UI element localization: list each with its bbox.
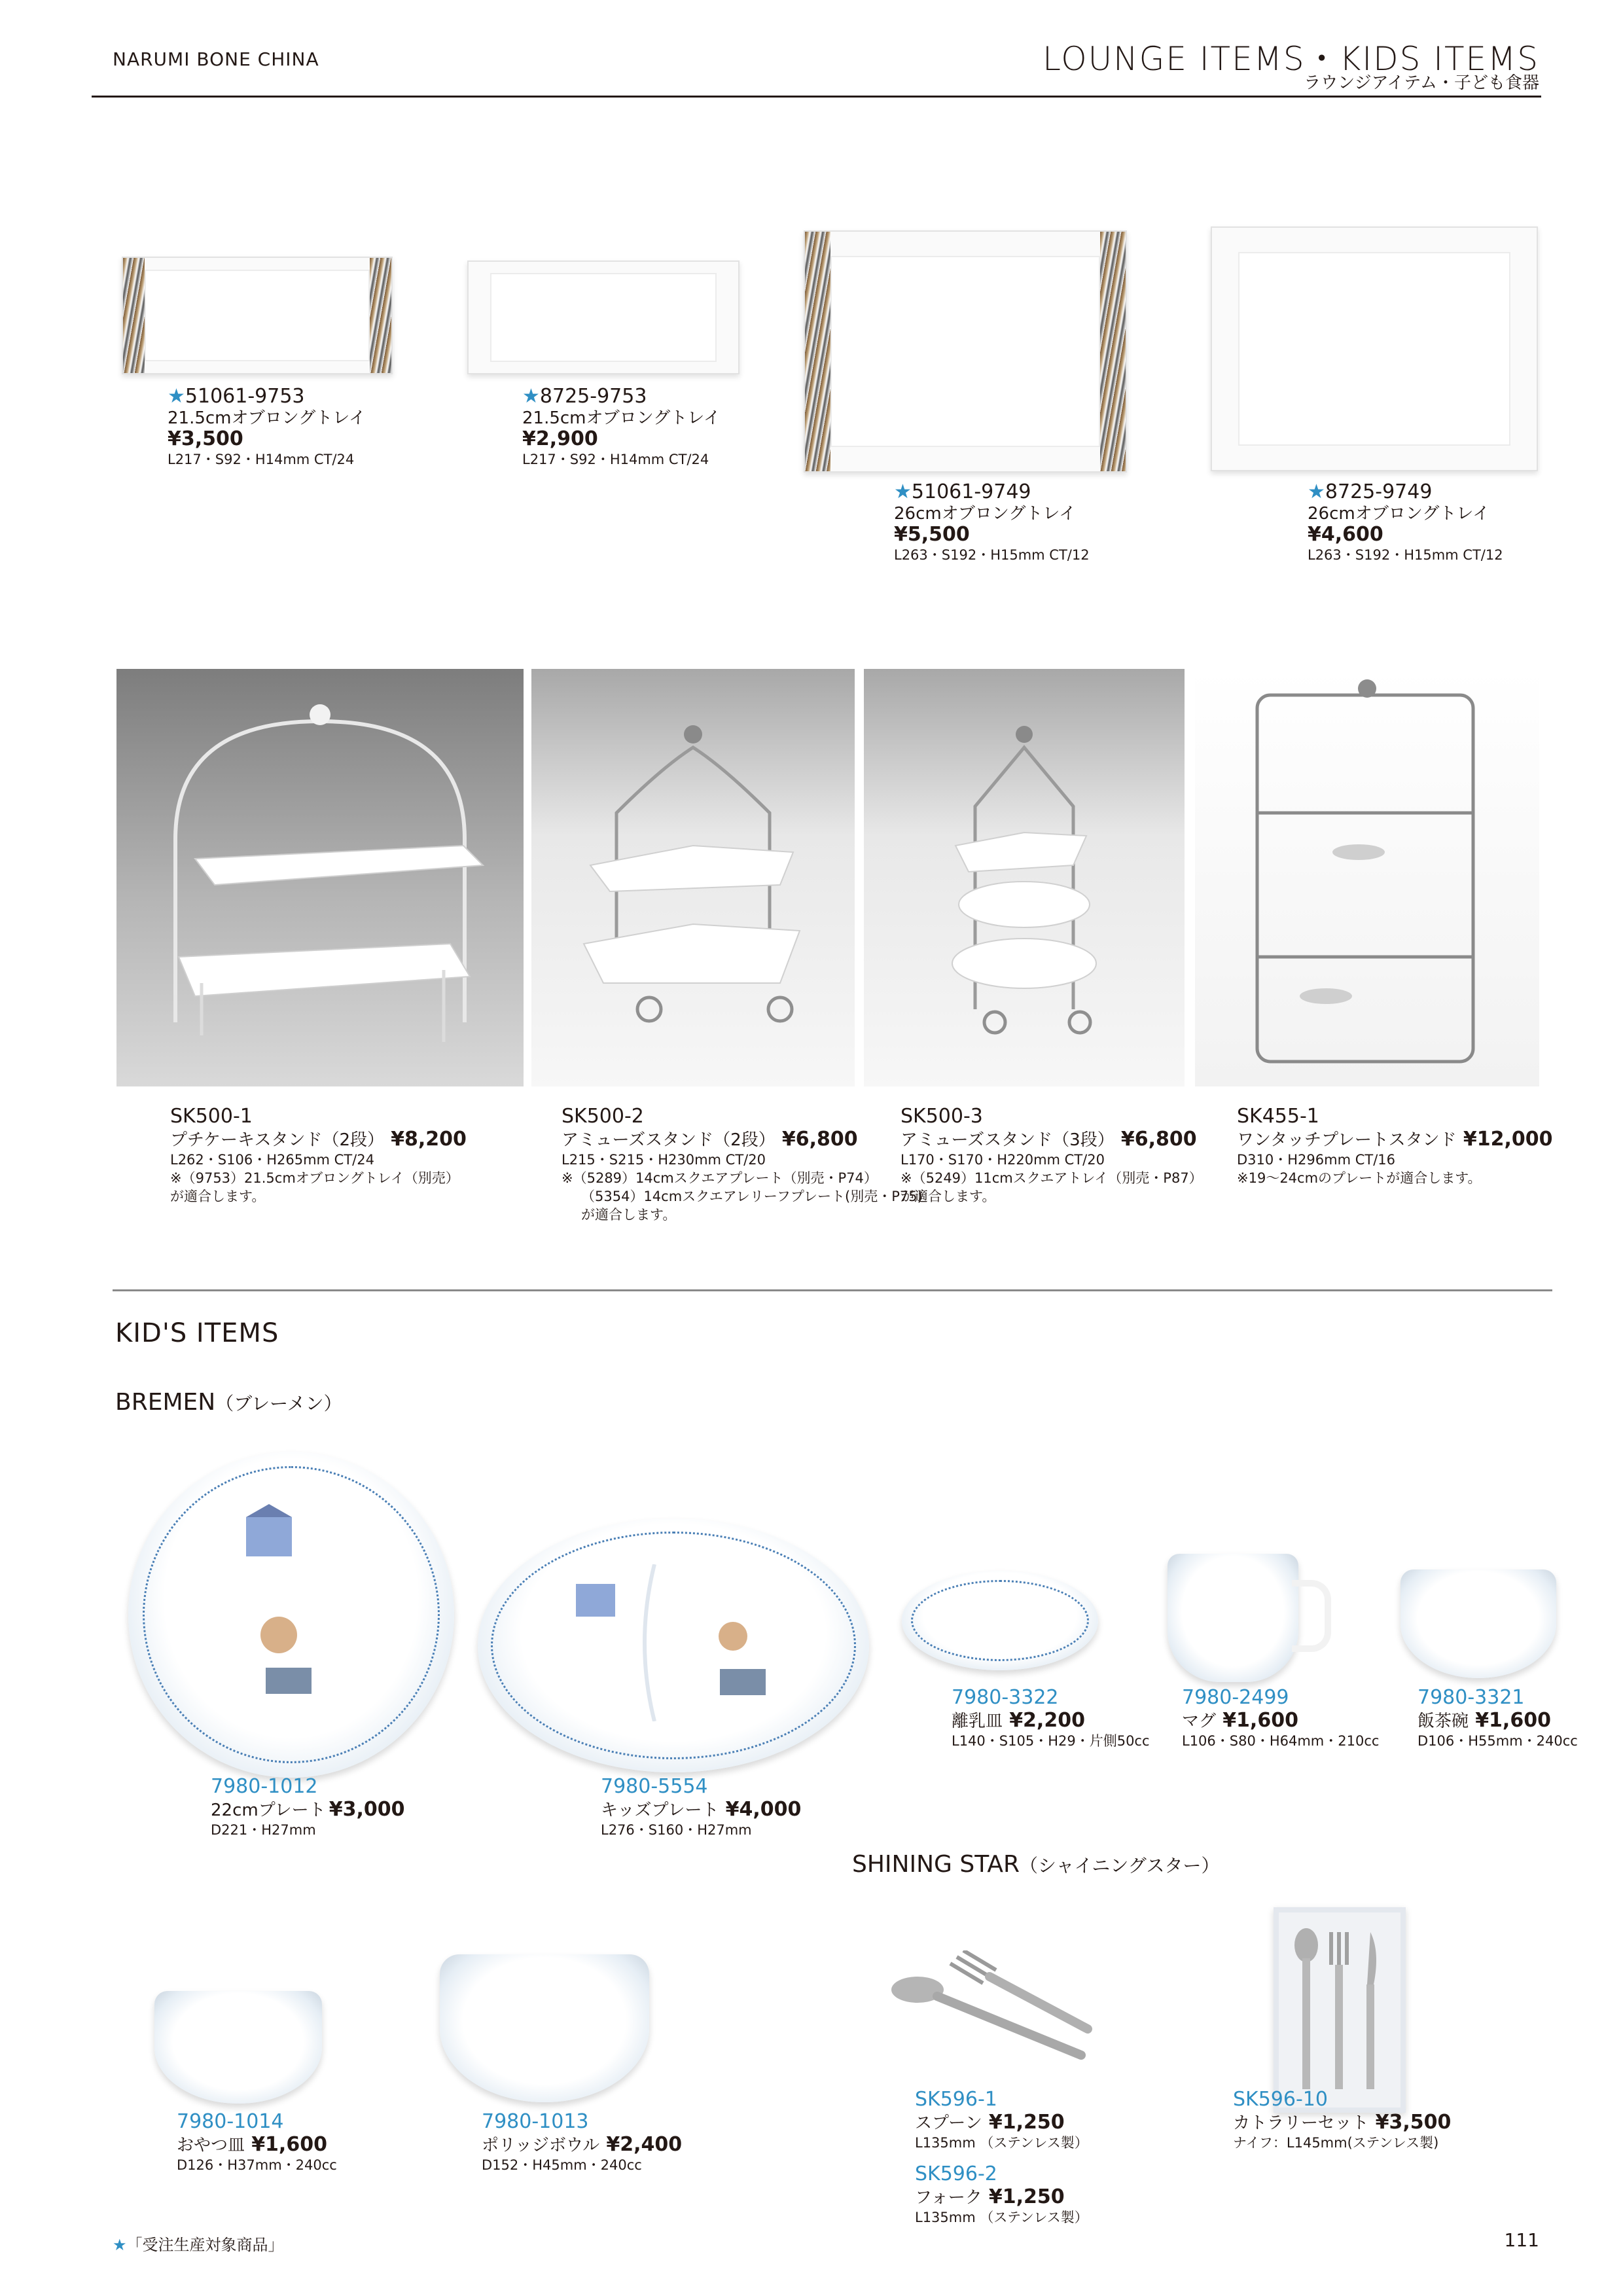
product-price: ¥6,800 xyxy=(1120,1128,1197,1151)
kids-info-sk596-10 xyxy=(1233,2088,1451,2152)
product-code: SK596-10 xyxy=(1233,2088,1328,2111)
product-code: SK596-1 xyxy=(915,2088,997,2111)
product-spec: L140・S105・H29・片側50cc xyxy=(952,1733,1150,1749)
product-note: が適合します。 xyxy=(170,1189,266,1204)
product-price: ¥8,200 xyxy=(391,1128,467,1151)
bremen-series-title: BREMEN（ブレーメン） xyxy=(115,1389,342,1416)
product-spec: L106・S80・H64mm・210cc xyxy=(1182,1733,1380,1749)
product-note: が適合します。 xyxy=(901,1189,996,1204)
kids-info-sk596-2 xyxy=(915,2162,1088,2227)
product-spec: L217・S92・H14mm CT/24 xyxy=(168,452,355,467)
product-note: ※（9753）21.5cmオブロングトレイ（別売） xyxy=(170,1170,459,1186)
mug-image-7980-2499 xyxy=(1168,1554,1298,1682)
stand-photo-sk500-2 xyxy=(531,669,855,1086)
product-price: ¥2,200 xyxy=(1009,1709,1085,1732)
star-icon: ★ xyxy=(522,385,540,408)
product-price: ¥12,000 xyxy=(1463,1128,1553,1151)
product-name: アミューズスタンド（2段） xyxy=(562,1130,776,1150)
tray-info-1 xyxy=(168,385,366,469)
tray-info-4 xyxy=(1308,480,1503,564)
kids-info-7980-1013 xyxy=(482,2110,682,2174)
product-spec: L170・S170・H220mm CT/20 xyxy=(901,1152,1105,1168)
product-name: アミューズスタンド（3段） xyxy=(901,1130,1115,1150)
product-price: ¥3,500 xyxy=(1375,2111,1452,2134)
kids-info-sk596-1 xyxy=(915,2088,1088,2152)
product-code: 7980-2499 xyxy=(1182,1686,1289,1709)
page-title: LOUNGE ITEMS・KIDS ITEMS xyxy=(1043,40,1539,78)
tray-info-3 xyxy=(894,480,1090,564)
product-price: ¥2,900 xyxy=(522,427,598,450)
product-spec: L217・S92・H14mm CT/24 xyxy=(522,452,709,467)
product-note: ※19〜24cmのプレートが適合します。 xyxy=(1237,1170,1482,1186)
product-name: おやつ皿 xyxy=(177,2136,245,2155)
product-name: プチケーキスタンド（2段） xyxy=(170,1130,384,1150)
product-spec: L263・S192・H15mm CT/12 xyxy=(894,547,1090,563)
product-name: キッズプレート xyxy=(601,1801,719,1820)
product-note: （5354）14cmスクエアレリーフプレート(別売・P75) xyxy=(581,1189,923,1204)
stand-photo-sk500-1 xyxy=(116,669,524,1086)
stand-info-2 xyxy=(562,1105,923,1224)
product-code: SK596-2 xyxy=(915,2162,997,2185)
product-code: 8725-9749 xyxy=(1325,480,1433,503)
cutlery-set-image-sk596-10 xyxy=(1274,1907,1406,2113)
product-price: ¥2,400 xyxy=(606,2133,683,2156)
product-name: 21.5cmオブロングトレイ xyxy=(522,408,721,428)
product-code: 7980-1012 xyxy=(211,1775,318,1798)
product-price: ¥6,800 xyxy=(781,1128,858,1151)
product-code: 51061-9749 xyxy=(911,480,1031,503)
product-name: フォーク xyxy=(915,2188,982,2208)
page-number: 111 xyxy=(1504,2229,1539,2251)
product-name: 離乳皿 xyxy=(952,1712,1003,1731)
product-name: カトラリーセット xyxy=(1233,2113,1369,2133)
product-spec: D126・H37mm・240cc xyxy=(177,2157,337,2173)
product-name: 21.5cmオブロングトレイ xyxy=(168,408,366,428)
product-code: 7980-5554 xyxy=(601,1775,708,1798)
product-code: SK500-3 xyxy=(901,1105,983,1128)
plate-image-7980-5554 xyxy=(478,1518,869,1772)
bowl-image-7980-1014 xyxy=(154,1991,322,2104)
product-code: 7980-1014 xyxy=(177,2110,284,2133)
bowl-image-7980-1013 xyxy=(440,1954,649,2102)
shining-star-series-title: SHINING STAR（シャイニングスター） xyxy=(852,1851,1220,1878)
star-icon: ★ xyxy=(168,385,185,408)
product-spec: L215・S215・H230mm CT/20 xyxy=(562,1152,766,1168)
page-subtitle: ラウンジアイテム・子ども食器 xyxy=(1304,73,1539,93)
product-name: 26cmオブロングトレイ xyxy=(894,504,1077,524)
stand-info-4 xyxy=(1237,1105,1552,1187)
product-code: SK500-1 xyxy=(170,1105,253,1128)
product-price: ¥5,500 xyxy=(894,523,970,546)
kids-info-7980-3322 xyxy=(952,1686,1150,1750)
footnote: ★「受注生産対象商品」 xyxy=(113,2236,284,2254)
tray-image-51061-9749 xyxy=(804,230,1127,473)
stand-photo-sk455-1 xyxy=(1195,669,1539,1086)
product-spec: D221・H27mm xyxy=(211,1822,316,1838)
product-note: が適合します。 xyxy=(581,1207,677,1223)
product-price: ¥4,600 xyxy=(1308,523,1383,546)
stand-photo-sk500-3 xyxy=(864,669,1185,1086)
header-divider xyxy=(92,96,1541,98)
product-spec: D106・H55mm・240cc xyxy=(1418,1733,1578,1749)
kids-info-7980-1014 xyxy=(177,2110,337,2174)
product-code: 8725-9753 xyxy=(539,385,647,408)
product-name: 飯茶碗 xyxy=(1418,1712,1469,1731)
tray-info-2 xyxy=(522,385,721,469)
product-spec: L135mm （ステンレス製） xyxy=(915,2135,1088,2151)
product-name: ポリッジボウル xyxy=(482,2136,600,2155)
product-code: 7980-3322 xyxy=(952,1686,1059,1709)
brand-name: NARUMI BONE CHINA xyxy=(113,48,319,70)
tray-image-8725-9749 xyxy=(1211,226,1538,471)
tray-image-8725-9753 xyxy=(467,260,740,374)
product-name: スプーン xyxy=(915,2113,982,2133)
plate-image-7980-1012 xyxy=(128,1452,454,1778)
product-price: ¥1,600 xyxy=(1475,1709,1551,1732)
product-name: マグ xyxy=(1182,1712,1217,1731)
product-spec: L135mm （ステンレス製） xyxy=(915,2210,1088,2225)
bowl-image-7980-3321 xyxy=(1400,1570,1556,1678)
kids-info-7980-3321 xyxy=(1418,1686,1578,1750)
star-icon: ★ xyxy=(894,480,912,503)
product-note: ※（5249）11cmスクエアトレイ（別売・P87） xyxy=(901,1170,1203,1186)
product-name: ワンタッチプレートスタンド xyxy=(1237,1130,1457,1150)
stand-info-3 xyxy=(901,1105,1203,1206)
product-price: ¥3,000 xyxy=(329,1798,405,1821)
product-code: SK500-2 xyxy=(562,1105,644,1128)
product-spec: L276・S160・H27mm xyxy=(601,1822,752,1838)
product-name: 26cmオブロングトレイ xyxy=(1308,504,1490,524)
product-price: ¥1,250 xyxy=(988,2185,1065,2208)
tray-image-51061-9753 xyxy=(122,257,393,374)
kids-info-7980-1012 xyxy=(211,1775,405,1839)
product-note: ※（5289）14cmスクエアプレート（別売・P74） xyxy=(562,1170,878,1186)
cutlery-image-sk596 xyxy=(885,1950,1094,2094)
product-spec: D152・H45mm・240cc xyxy=(482,2157,642,2173)
stand-info-1 xyxy=(170,1105,467,1206)
kids-section-title: KID'S ITEMS xyxy=(115,1318,279,1348)
product-price: ¥1,600 xyxy=(1222,1709,1298,1732)
product-price: ¥1,250 xyxy=(988,2111,1065,2134)
product-price: ¥4,000 xyxy=(725,1798,802,1821)
product-price: ¥3,500 xyxy=(168,427,243,450)
product-spec: L263・S192・H15mm CT/12 xyxy=(1308,547,1503,563)
product-code: 51061-9753 xyxy=(185,385,305,408)
kids-info-7980-2499 xyxy=(1182,1686,1379,1750)
kids-info-7980-5554 xyxy=(601,1775,801,1839)
product-price: ¥1,600 xyxy=(251,2133,327,2156)
star-icon: ★ xyxy=(113,2236,127,2254)
product-spec: ナイフ：L145mm(ステンレス製) xyxy=(1233,2135,1439,2151)
product-spec: L262・S106・H265mm CT/24 xyxy=(170,1152,374,1168)
product-name: 22cmプレート xyxy=(211,1801,326,1820)
product-code: 7980-1013 xyxy=(482,2110,589,2133)
product-code: SK455-1 xyxy=(1237,1105,1319,1128)
plate-image-7980-3322 xyxy=(902,1571,1098,1670)
product-code: 7980-3321 xyxy=(1418,1686,1525,1709)
star-icon: ★ xyxy=(1308,480,1325,503)
product-spec: D310・H296mm CT/16 xyxy=(1237,1152,1396,1168)
section-divider xyxy=(113,1289,1552,1291)
